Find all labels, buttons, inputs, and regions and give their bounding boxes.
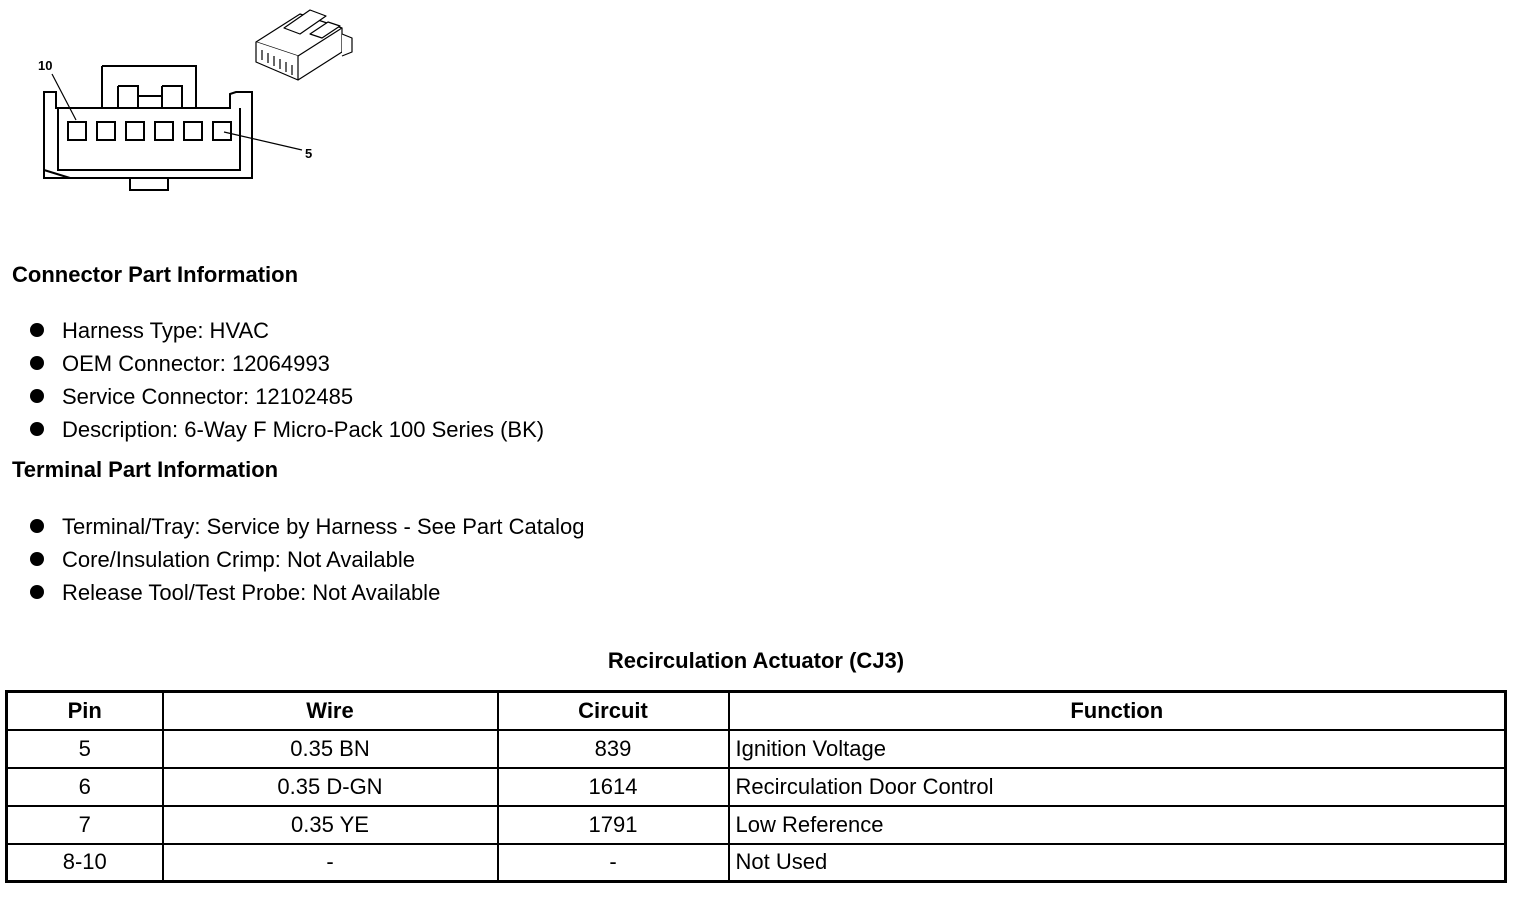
- cell-pin: 5: [7, 730, 163, 768]
- pin-label-5: 5: [305, 146, 313, 161]
- pin-cavity: [126, 122, 144, 140]
- list-item: Terminal/Tray: Service by Harness - See Part Catalog: [30, 510, 585, 543]
- connector-isometric-thumbnail: [256, 10, 352, 80]
- cell-circuit: 1791: [498, 806, 729, 844]
- cell-circuit: 1614: [498, 768, 729, 806]
- cell-pin: 7: [7, 806, 163, 844]
- terminal-info-list: [30, 510, 585, 609]
- table-title: Recirculation Actuator (CJ3): [607, 648, 905, 673]
- table-row: [7, 730, 1506, 768]
- cell-wire: 0.35 D-GN: [163, 768, 498, 806]
- list-item: Harness Type: HVAC: [30, 314, 544, 347]
- cell-wire: -: [163, 844, 498, 882]
- table-row: [7, 806, 1506, 844]
- cell-pin: 8-10: [7, 844, 163, 882]
- connector-key: [130, 178, 168, 190]
- header-function: Function: [729, 692, 1506, 730]
- pin-cavity: [97, 122, 115, 140]
- pin-cavity: [155, 122, 173, 140]
- list-item: Service Connector: 12102485: [30, 380, 544, 413]
- cell-circuit: -: [498, 844, 729, 882]
- table-row: [7, 768, 1506, 806]
- pin-cavity: [213, 122, 231, 140]
- list-item: Description: 6-Way F Micro-Pack 100 Series (BK): [30, 413, 544, 446]
- connector-diagram: [0, 0, 380, 210]
- pin-table: [5, 690, 1507, 883]
- connector-info-heading: Connector Part Information: [12, 262, 299, 287]
- cell-wire: 0.35 BN: [163, 730, 498, 768]
- table-row: [7, 844, 1506, 882]
- pin-cavity: [68, 122, 86, 140]
- cell-wire: 0.35 YE: [163, 806, 498, 844]
- terminal-info-heading: Terminal Part Information: [12, 457, 279, 482]
- pin-cavity: [184, 122, 202, 140]
- connector-info-list: [30, 314, 544, 446]
- cell-function: Low Reference: [729, 806, 1506, 844]
- header-wire: Wire: [163, 692, 498, 730]
- list-item: Core/Insulation Crimp: Not Available: [30, 543, 585, 576]
- table-header-row: [7, 692, 1506, 730]
- cell-circuit: 839: [498, 730, 729, 768]
- header-pin: Pin: [7, 692, 163, 730]
- pin-label-10: 10: [38, 58, 53, 73]
- list-item: OEM Connector: 12064993: [30, 347, 544, 380]
- cell-function: Not Used: [729, 844, 1506, 882]
- cell-function: Ignition Voltage: [729, 730, 1506, 768]
- header-circuit: Circuit: [498, 692, 729, 730]
- list-item: Release Tool/Test Probe: Not Available: [30, 576, 585, 609]
- cell-function: Recirculation Door Control: [729, 768, 1506, 806]
- cell-pin: 6: [7, 768, 163, 806]
